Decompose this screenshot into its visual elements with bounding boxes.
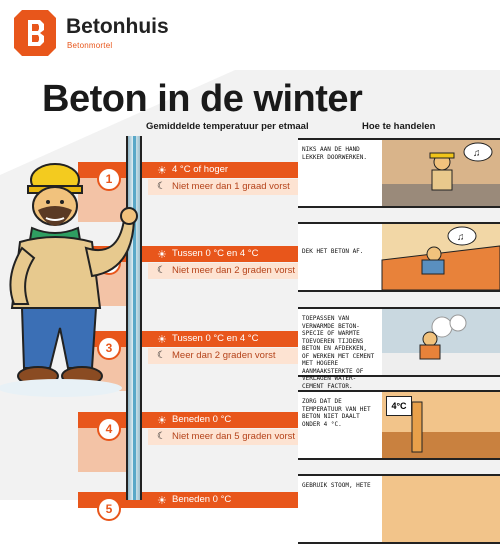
comic-panel-2 [298,222,500,292]
step-number: 4 [97,417,121,441]
music-note-icon: ♫ [473,148,481,159]
sun-icon: ☀ [157,334,167,346]
frost-label: Meer dan 2 graden vorst [172,350,276,361]
moon-icon: ☾ [157,265,166,276]
temperature-label: Tussen 0 °C en 4 °C [172,248,259,259]
moon-icon: ☾ [157,181,166,192]
panel-text: NIKS AAN DE HAND LEKKER DOORWERKEN. [302,146,368,161]
moon-icon: ☾ [157,350,166,361]
worker-covering-concrete-illustration [382,224,500,290]
construction-worker-mascot [0,158,160,403]
frost-label: Niet meer dan 5 graden vorst [172,431,296,442]
step-number: 5 [97,497,121,521]
step-number: 3 [97,336,121,360]
sun-icon: ☀ [157,249,167,261]
comic-panel-3 [298,307,500,390]
panel-text: TOEPASSEN VAN VERWARMDE BETON-SPECIE OF WARMTE TOEVOEREN TIJDENS BETON EN AFDEKKEN, OF WERKEN MET CEMENT MET HOGERE AANMAAKSTERKTE OF VERLAGEN WATER-CEMENT FACTOR. [302,315,375,390]
logo[interactable] [14,10,174,56]
step-number: 1 [97,167,121,191]
frost-label: Niet meer dan 2 graden vorst [172,265,296,276]
logo-name: Betonhuis [66,15,169,38]
column-header-temperature: Gemiddelde temperatuur per etmaal [146,121,309,132]
panel-text: DEK HET BETON AF. [302,248,364,255]
worker-smoothing-concrete-illustration [382,140,500,206]
comic-panel-5 [298,474,500,544]
column-header-action: Hoe te handelen [362,121,436,132]
temperature-label: Beneden 0 °C [172,494,232,505]
temperature-label: Beneden 0 °C [172,414,232,425]
temperature-sign: 4°C [386,396,412,416]
page-title: Beton in de winter [42,78,363,120]
steam-illustration [382,476,500,542]
panel-text: ZORG DAT DE TEMPERATUUR VAN HET BETON NIET DAALT ONDER 4 °C. [302,398,371,428]
temperature-label: 4 °C of hoger [172,164,229,175]
logo-mark-icon [14,10,56,56]
music-note-icon: ♫ [457,232,465,243]
heated-concrete-illustration [382,309,500,375]
moon-icon: ☾ [157,431,166,442]
logo-subtitle: Betonmortel [67,41,113,50]
comic-panel-1 [298,138,500,208]
sun-icon: ☀ [157,165,167,177]
frost-label: Niet meer dan 1 graad vorst [172,181,290,192]
sun-icon: ☀ [157,415,167,427]
sun-icon: ☀ [157,495,167,507]
panel-text: GEBRUIK STOOM, HETE [302,482,371,489]
temperature-label: Tussen 0 °C en 4 °C [172,333,259,344]
comic-panel-4 [298,390,500,460]
